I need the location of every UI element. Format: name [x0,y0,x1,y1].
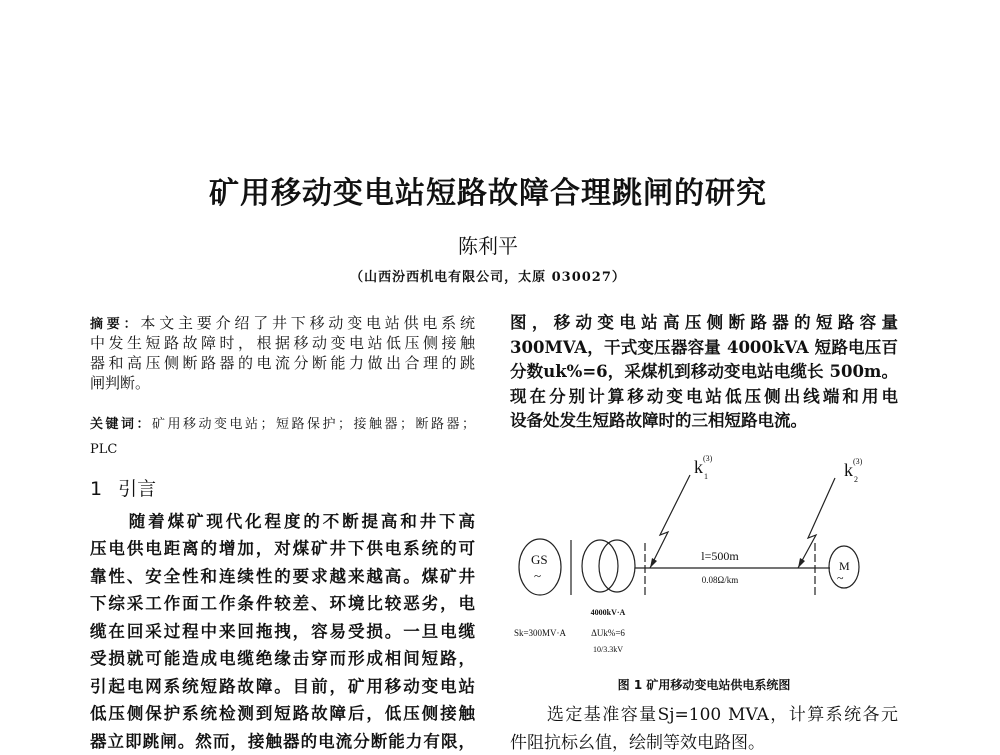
fault-k2-arrow [798,478,835,568]
k1-superscript: (3) [703,454,713,463]
body-line: 分数uk%=6，采煤机到移动变电站电缆长 500m。 [510,362,898,381]
body-line: 器立即跳闸。然而，接触器的电流分断能力有限， [90,732,475,751]
body-line: 图，移动变电站高压侧断路器的短路容量 [510,313,898,332]
k2-superscript: (3) [853,457,863,466]
fault-k1-arrow [650,475,690,568]
affiliation: （山西汾西机电有限公司，太原 030027） [350,270,626,285]
body-line: 现在分别计算移动变电站低压侧出线端和用电 [510,387,898,406]
keywords-line: PLC [90,442,118,457]
ac-symbol: ~ [837,571,844,585]
cable-length: l=500m [701,549,739,563]
keywords-label: 关键词： [90,417,152,432]
keywords-line: 矿用移动变电站；短路保护；接触器；断路器； [152,417,475,432]
source-capacity: Sk=300MV·A [513,628,567,638]
abstract-line: 本文主要介绍了井下移动变电站供电系统 [140,314,475,332]
body-line: 低压侧保护系统检测到短路故障后，低压侧接触 [90,704,475,723]
body-line: 随着煤矿现代化程度的不断提高和井下高 [90,512,475,531]
transformer-winding-2 [599,540,635,592]
body-line: 压电供电距离的增加，对煤矿井下供电系统的可 [90,539,475,558]
body-line: 受损就可能造成电缆绝缘击穿而形成相间短路， [90,649,475,668]
power-supply-diagram [500,440,900,670]
body-line: 选定基准容量Sj=100 MVA，计算系统各元 [510,705,898,725]
motor-label: M [839,559,850,573]
transformer-winding-1 [582,540,618,592]
k1-subscript: 1 [704,472,708,481]
generator-label: GS [531,552,548,567]
body-line: 件阻抗标幺值，绘制等效电路图。 [510,733,765,753]
body-line: 下综采工作面工作条件较差、环境比较恶劣，电 [90,594,475,613]
section-heading [90,474,172,501]
body-line: 设备处发生短路故障时的三相短路电流。 [510,411,807,430]
ac-symbol: ~ [534,568,542,583]
voltage-ratio: 10/3.3kV [593,645,623,654]
body-line: 引起电网系统短路故障。目前，矿用移动变电站 [90,677,475,696]
voltage-drop: ΔUk%=6 [591,628,625,638]
author: 陈利平 [458,234,518,258]
k1-label: k [694,457,703,477]
abstract-line: 闸判断。 [90,374,151,392]
body-line: 300MVA，干式变压器容量 4000kVA 短路电压百 [510,338,898,357]
k2-subscript: 2 [854,475,858,484]
section-number: 1 [90,478,103,500]
section-title: 引言 [118,478,157,500]
figure-caption: 图 1 矿用移动变电站供电系统图 [617,678,791,692]
abstract-line: 器和高压侧断路器的电流分断能力做出合理的跳 [90,354,475,372]
generator-symbol [519,539,561,595]
body-line: 靠性、安全性和连续性的要求越来越高。煤矿井 [90,567,475,586]
abstract-line: 中发生短路故障时，根据移动变电站低压侧接触 [90,334,475,352]
body-line: 缆在回采过程中来回拖拽，容易受损。一旦电缆 [90,622,475,641]
abstract-label: 摘要： [90,317,141,332]
cable-impedance: 0.08Ω/km [701,575,739,585]
paper-title: 矿用移动变电站短路故障合理跳闸的研究 [209,176,767,211]
k2-label: k [844,460,853,480]
transformer-capacity: 4000kV·A [590,608,626,617]
